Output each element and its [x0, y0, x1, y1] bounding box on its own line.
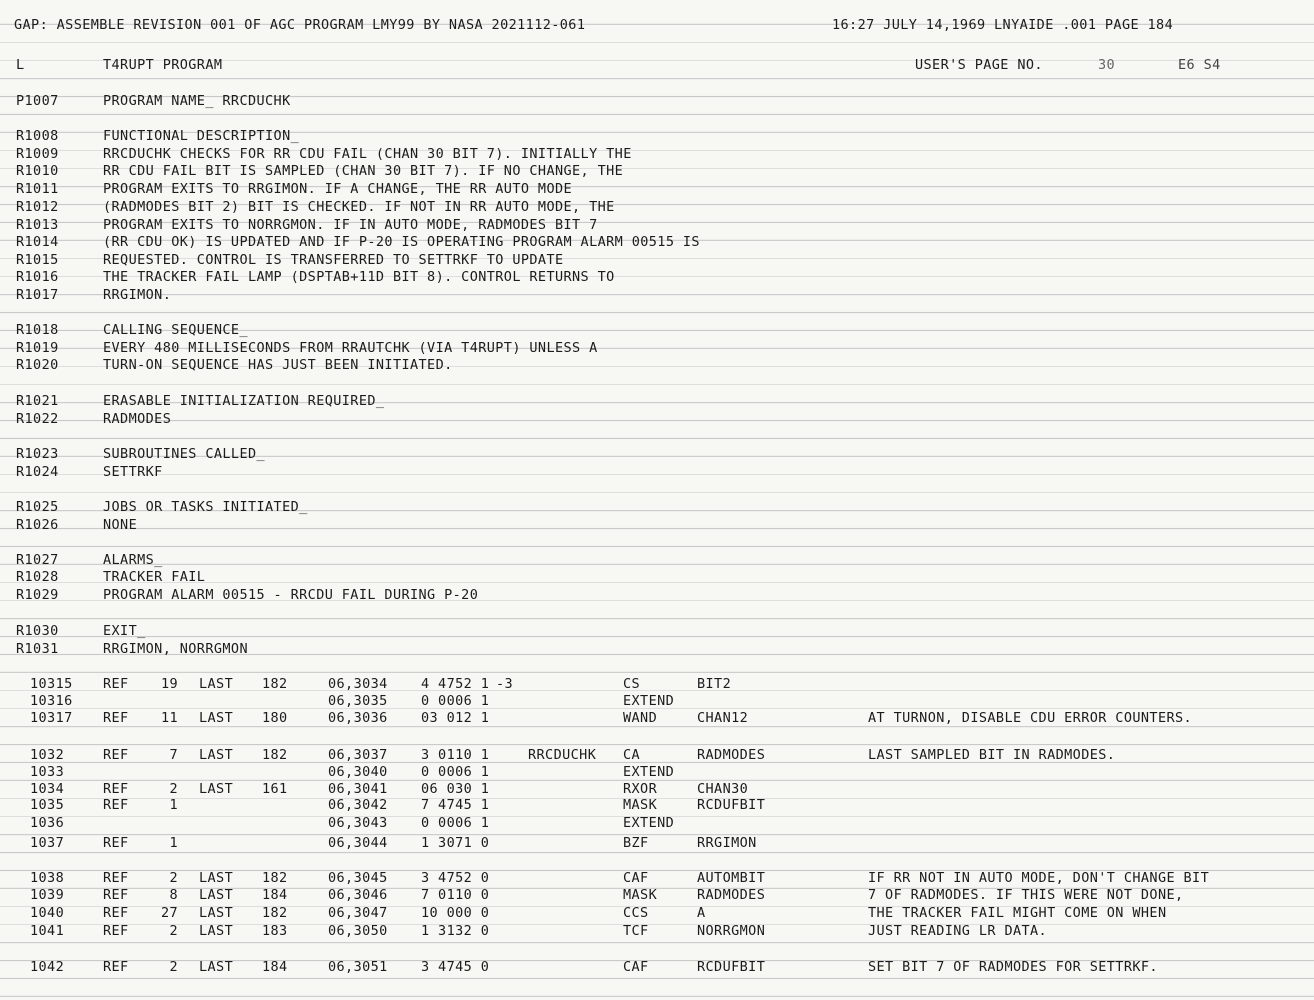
remark-text: CALLING SEQUENCE_ [103, 322, 248, 338]
remark-seq: R1028 [16, 569, 59, 585]
user-page-label: USER'S PAGE NO. [915, 57, 1043, 73]
code-line [0, 746, 1314, 764]
address: 06,3046 [328, 887, 388, 903]
operand: RCDUFBIT [697, 959, 766, 975]
header-row [0, 16, 1314, 34]
line-number: 1039 [30, 887, 65, 903]
code-comment: LAST SAMPLED BIT IN RADMODES. [868, 747, 1116, 763]
remark-text: PROGRAM NAME_ RRCDUCHK [103, 93, 291, 109]
remark-line [0, 216, 1314, 234]
last-page: 184 [262, 959, 288, 975]
octal-word: 06 030 1 [421, 781, 490, 797]
address: 06,3051 [328, 959, 388, 975]
code-comment: SET BIT 7 OF RADMODES FOR SETTRKF. [868, 959, 1158, 975]
code-comment: IF RR NOT IN AUTO MODE, DON'T CHANGE BIT [868, 870, 1210, 886]
octal-word: 3 0110 1 [421, 747, 490, 763]
last-page: 184 [262, 887, 288, 903]
remark-seq: R1010 [16, 163, 59, 179]
operand: NORRGMON [697, 923, 766, 939]
remark-text: EXIT_ [103, 623, 146, 639]
user-page-number: 30 [1098, 57, 1116, 73]
code-label: RRCDUCHK [528, 747, 597, 763]
ref-count: 8 [169, 887, 178, 903]
octal-word: 0 0006 1 [421, 693, 490, 709]
address: 06,3035 [328, 693, 388, 709]
last-page: 182 [262, 905, 288, 921]
remark-line [0, 145, 1314, 163]
code-line [0, 834, 1314, 852]
remark-seq: R1011 [16, 181, 59, 197]
last-page: 182 [262, 676, 288, 692]
code-comment: 7 OF RADMODES. IF THIS WERE NOT DONE, [868, 887, 1184, 903]
octal-word: 0 0006 1 [421, 764, 490, 780]
last-page: 180 [262, 710, 288, 726]
code-line [0, 675, 1314, 693]
remark-line [0, 356, 1314, 374]
ref-count: 2 [169, 870, 178, 886]
section-title: T4RUPT PROGRAM [103, 57, 223, 73]
ref-count: 11 [160, 710, 178, 726]
octal-word: 3 4752 0 [421, 870, 490, 886]
remark-text: SUBROUTINES CALLED_ [103, 446, 266, 462]
operand: RADMODES [697, 887, 766, 903]
remark-line [0, 463, 1314, 481]
ref-count: 7 [169, 747, 178, 763]
address: 06,3036 [328, 710, 388, 726]
code-comment: AT TURNON, DISABLE CDU ERROR COUNTERS. [868, 710, 1193, 726]
code-line [0, 904, 1314, 922]
remark-line [0, 568, 1314, 586]
remark-line [0, 339, 1314, 357]
remark-text: RRGIMON, NORRGMON [103, 641, 248, 657]
remark-text: (RADMODES BIT 2) BIT IS CHECKED. IF NOT IN RR AUTO MODE, THE [103, 199, 615, 215]
remark-seq: R1023 [16, 446, 59, 462]
ref-count: 27 [160, 905, 178, 921]
remark-text: PROGRAM EXITS TO NORRGMON. IF IN AUTO MODE, RADMODES BIT 7 [103, 217, 598, 233]
address: 06,3034 [328, 676, 388, 692]
opcode: CS [623, 676, 641, 692]
remark-seq: R1013 [16, 217, 59, 233]
remark-text: RADMODES [103, 411, 172, 427]
remark-line [0, 251, 1314, 269]
line-number: 1034 [30, 781, 65, 797]
code-line [0, 922, 1314, 940]
last-page: 182 [262, 747, 288, 763]
operand: AUTOMBIT [697, 870, 766, 886]
remark-seq: R1024 [16, 464, 59, 480]
last-keyword: LAST [199, 781, 234, 797]
remark-seq: P1007 [16, 93, 59, 109]
line-number: 1035 [30, 797, 65, 813]
opcode: CAF [623, 959, 649, 975]
address: 06,3050 [328, 923, 388, 939]
user-page-code: E6 S4 [1178, 57, 1221, 73]
remark-line [0, 198, 1314, 216]
assembly-banner: GAP: ASSEMBLE REVISION 001 OF AGC PROGRAM LMY99 BY NASA 2021112-061 [14, 17, 586, 33]
line-number: 10317 [30, 710, 73, 726]
remark-text: SETTRKF [103, 464, 163, 480]
line-number: 1033 [30, 764, 65, 780]
remark-text: REQUESTED. CONTROL IS TRANSFERRED TO SETTRKF TO UPDATE [103, 252, 564, 268]
ref-count: 1 [169, 835, 178, 851]
remark-text: RR CDU FAIL BIT IS SAMPLED (CHAN 30 BIT 7). IF NO CHANGE, THE [103, 163, 624, 179]
last-page: 182 [262, 870, 288, 886]
remark-seq: R1031 [16, 641, 59, 657]
octal-word: 7 4745 1 [421, 797, 490, 813]
remark-line [0, 127, 1314, 145]
remark-seq: R1026 [16, 517, 59, 533]
remark-text: EVERY 480 MILLISECONDS FROM RRAUTCHK (VIA T4RUPT) UNLESS A [103, 340, 598, 356]
operand: CHAN30 [697, 781, 749, 797]
code-line [0, 796, 1314, 814]
ref-keyword: REF [103, 747, 129, 763]
code-line [0, 709, 1314, 727]
remark-text: ALARMS_ [103, 552, 163, 568]
last-keyword: LAST [199, 887, 234, 903]
ref-count: 2 [169, 781, 178, 797]
operand: BIT2 [697, 676, 732, 692]
code-line [0, 692, 1314, 710]
remark-seq: R1029 [16, 587, 59, 603]
ref-count: 19 [160, 676, 178, 692]
last-keyword: LAST [199, 959, 234, 975]
remark-line [0, 551, 1314, 569]
remark-text: TURN-ON SEQUENCE HAS JUST BEEN INITIATED. [103, 357, 453, 373]
remark-text: TRACKER FAIL [103, 569, 206, 585]
ref-keyword: REF [103, 676, 129, 692]
remark-seq: R1027 [16, 552, 59, 568]
opcode: WAND [623, 710, 658, 726]
line-number: 10315 [30, 676, 73, 692]
line-number: 10316 [30, 693, 73, 709]
code-line [0, 763, 1314, 781]
remark-seq: R1021 [16, 393, 59, 409]
address: 06,3037 [328, 747, 388, 763]
line-number: 1038 [30, 870, 65, 886]
remark-line [0, 162, 1314, 180]
ref-keyword: REF [103, 923, 129, 939]
remark-line [0, 640, 1314, 658]
address: 06,3043 [328, 815, 388, 831]
octal-word: 3 4745 0 [421, 959, 490, 975]
address: 06,3045 [328, 870, 388, 886]
remark-text: RRGIMON. [103, 287, 172, 303]
operand: CHAN12 [697, 710, 749, 726]
opcode: CAF [623, 870, 649, 886]
code-line [0, 869, 1314, 887]
ref-keyword: REF [103, 781, 129, 797]
remark-line [0, 622, 1314, 640]
code-comment: THE TRACKER FAIL MIGHT COME ON WHEN [868, 905, 1167, 921]
address: 06,3047 [328, 905, 388, 921]
offset: -3 [496, 676, 514, 692]
remark-text: ERASABLE INITIALIZATION REQUIRED_ [103, 393, 385, 409]
octal-word: 10 000 0 [421, 905, 490, 921]
opcode: CCS [623, 905, 649, 921]
ref-keyword: REF [103, 797, 129, 813]
timestamp-page-banner: 16:27 JULY 14,1969 LNYAIDE .001 PAGE 184 [832, 17, 1174, 33]
code-line [0, 814, 1314, 832]
remark-text: THE TRACKER FAIL LAMP (DSPTAB+11D BIT 8). CONTROL RETURNS TO [103, 269, 615, 285]
last-keyword: LAST [199, 747, 234, 763]
opcode: MASK [623, 887, 658, 903]
octal-word: 0 0006 1 [421, 815, 490, 831]
line-number: 1037 [30, 835, 65, 851]
last-page: 161 [262, 781, 288, 797]
operand: RCDUFBIT [697, 797, 766, 813]
remark-seq: R1016 [16, 269, 59, 285]
section-row [0, 56, 1314, 74]
remark-line [0, 321, 1314, 339]
remark-seq: R1015 [16, 252, 59, 268]
remark-seq: R1019 [16, 340, 59, 356]
last-keyword: LAST [199, 710, 234, 726]
opcode: BZF [623, 835, 649, 851]
remark-seq: R1025 [16, 499, 59, 515]
remark-text: PROGRAM EXITS TO RRGIMON. IF A CHANGE, THE RR AUTO MODE [103, 181, 573, 197]
operand: A [697, 905, 706, 921]
opcode: RXOR [623, 781, 658, 797]
remark-line [0, 268, 1314, 286]
remark-line [0, 586, 1314, 604]
remark-seq: R1008 [16, 128, 59, 144]
remark-line [0, 410, 1314, 428]
remark-text: FUNCTIONAL DESCRIPTION_ [103, 128, 300, 144]
ref-keyword: REF [103, 710, 129, 726]
remark-seq: R1009 [16, 146, 59, 162]
opcode: CA [623, 747, 641, 763]
ref-keyword: REF [103, 887, 129, 903]
octal-word: 1 3132 0 [421, 923, 490, 939]
octal-word: 03 012 1 [421, 710, 490, 726]
remark-line [0, 498, 1314, 516]
remark-text: PROGRAM ALARM 00515 - RRCDU FAIL DURING P-20 [103, 587, 479, 603]
remark-line [0, 392, 1314, 410]
remark-line [0, 180, 1314, 198]
octal-word: 7 0110 0 [421, 887, 490, 903]
remark-seq: R1022 [16, 411, 59, 427]
remark-seq: R1012 [16, 199, 59, 215]
opcode: TCF [623, 923, 649, 939]
code-line [0, 958, 1314, 976]
line-number: 1032 [30, 747, 65, 763]
last-keyword: LAST [199, 923, 234, 939]
opcode: MASK [623, 797, 658, 813]
section-tag: L [16, 57, 25, 73]
line-number: 1040 [30, 905, 65, 921]
ref-count: 2 [169, 923, 178, 939]
ref-count: 1 [169, 797, 178, 813]
ref-count: 2 [169, 959, 178, 975]
ref-keyword: REF [103, 870, 129, 886]
ref-keyword: REF [103, 959, 129, 975]
line-number: 1042 [30, 959, 65, 975]
remark-line [0, 445, 1314, 463]
remark-seq: R1020 [16, 357, 59, 373]
octal-word: 4 4752 1 [421, 676, 490, 692]
ref-keyword: REF [103, 905, 129, 921]
remark-seq: R1030 [16, 623, 59, 639]
last-keyword: LAST [199, 870, 234, 886]
line-number: 1036 [30, 815, 65, 831]
line-number: 1041 [30, 923, 65, 939]
remark-text: NONE [103, 517, 138, 533]
remark-text: JOBS OR TASKS INITIATED_ [103, 499, 308, 515]
last-keyword: LAST [199, 676, 234, 692]
remark-seq: R1014 [16, 234, 59, 250]
octal-word: 1 3071 0 [421, 835, 490, 851]
remark-seq: R1017 [16, 287, 59, 303]
remark-line [0, 92, 1314, 110]
code-line [0, 886, 1314, 904]
remark-text: (RR CDU OK) IS UPDATED AND IF P-20 IS OPERATING PROGRAM ALARM 00515 IS [103, 234, 700, 250]
address: 06,3040 [328, 764, 388, 780]
opcode: EXTEND [623, 693, 675, 709]
address: 06,3042 [328, 797, 388, 813]
remark-line [0, 286, 1314, 304]
remark-line [0, 233, 1314, 251]
code-comment: JUST READING LR DATA. [868, 923, 1048, 939]
remark-seq: R1018 [16, 322, 59, 338]
opcode: EXTEND [623, 764, 675, 780]
remark-text: RRCDUCHK CHECKS FOR RR CDU FAIL (CHAN 30 BIT 7). INITIALLY THE [103, 146, 632, 162]
operand: RADMODES [697, 747, 766, 763]
address: 06,3041 [328, 781, 388, 797]
opcode: EXTEND [623, 815, 675, 831]
last-keyword: LAST [199, 905, 234, 921]
last-page: 183 [262, 923, 288, 939]
address: 06,3044 [328, 835, 388, 851]
ref-keyword: REF [103, 835, 129, 851]
operand: RRGIMON [697, 835, 757, 851]
remark-line [0, 516, 1314, 534]
